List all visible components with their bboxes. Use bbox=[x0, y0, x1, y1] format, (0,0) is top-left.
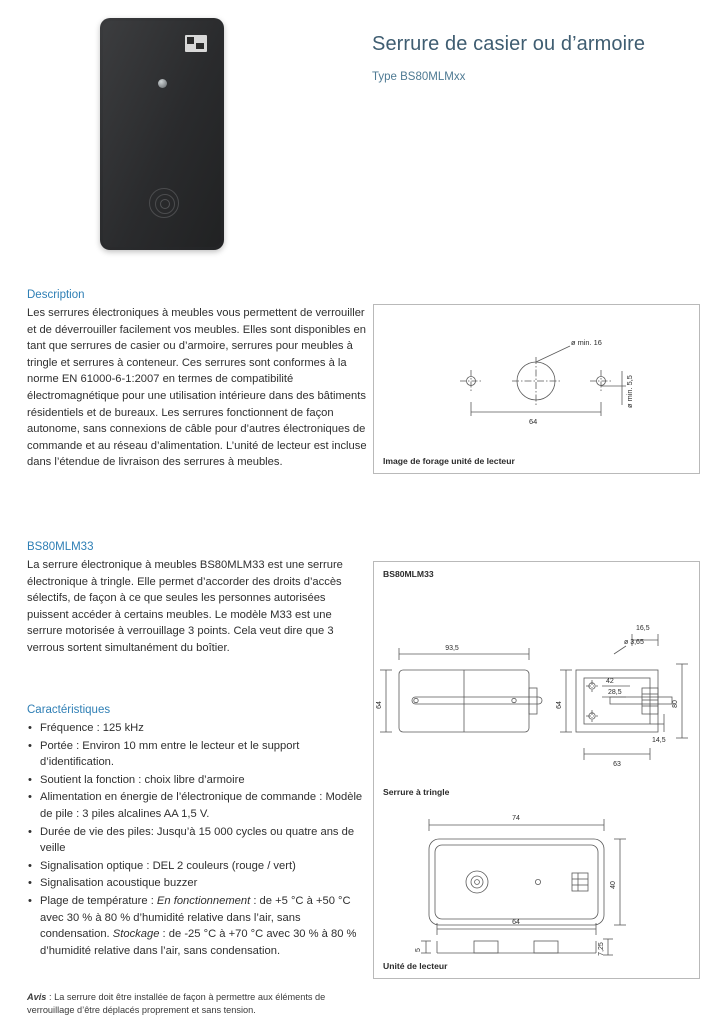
description-block bbox=[27, 289, 369, 471]
reader-unit-drawing-svg bbox=[374, 807, 699, 967]
page-title: Serrure de casier ou d’armoire bbox=[372, 33, 646, 55]
description-text: Les serrures électroniques à meubles vous permettent de verrouiller et de déverrouiller facilement vos meubles. Elles sont disponibles en tant que serrures de casier ou d’armoire, serrures pour meubles à tringle et serrures à conteneur. Ces serrures sont conformes à la norme EN 61000-6-1:2007 en termes de compatibilité électromagnétique pour une utilisation intérieure dans des bâtiments résidentiels et de bureaux. Les serrures fonctionnent de façon autonome, sans connexions de câble pour d’autres électroniques de commande et au réseau d’alimentation. L’unité de lecteur est incluse dans l’étendue de livraison des serrures à meubles. bbox=[27, 307, 367, 469]
temp-prefix: Plage de température : bbox=[40, 894, 157, 907]
temp-emphasis-operating: En fonctionnement bbox=[156, 894, 251, 907]
dim-base-depth: 7,25 bbox=[598, 942, 605, 956]
dim-top-width: 93,5 bbox=[445, 645, 459, 652]
dim-reader-width: 74 bbox=[512, 815, 520, 822]
temp-suffix: : de -25 °C à +70 °C avec 30 % à 80 % d’humidité relative dans l’air, sans condensation. bbox=[40, 928, 357, 957]
dim-inner-42: 42 bbox=[606, 678, 614, 685]
dim-hole-diameter: ø min. 16 bbox=[571, 338, 602, 347]
dim-mid-height: 64 bbox=[556, 701, 563, 709]
list-item: • Portée : Environ 10 mm entre le lecteur et le support d’identification. bbox=[27, 738, 369, 771]
dim-hole-3-65: ø 3,65 bbox=[624, 639, 644, 646]
rod-lock-caption: Serrure à tringle bbox=[383, 787, 450, 797]
drill-drawing-box bbox=[373, 304, 700, 474]
dim-inner-28-5: 28,5 bbox=[608, 689, 622, 696]
description-heading: Description bbox=[27, 289, 85, 301]
list-item: • Soutient la fonction : choix libre d’armoire bbox=[27, 772, 369, 789]
dim-base-width: 64 bbox=[512, 919, 520, 926]
reader-unit-caption: Unité de lecteur bbox=[383, 961, 448, 971]
dim-reader-height: 40 bbox=[610, 881, 617, 889]
qr-code-icon bbox=[185, 35, 207, 52]
dim-base-small: 5 bbox=[415, 948, 422, 952]
list-item-temperature bbox=[27, 893, 369, 959]
tech-drawing-box bbox=[373, 561, 700, 979]
drill-drawing-caption: Image de forage unité de lecteur bbox=[383, 456, 515, 466]
hero-section bbox=[0, 0, 718, 280]
temp-emphasis-storage: Stockage bbox=[112, 928, 160, 941]
notice-text: : La serrure doit être installée de façon à permettre aux éléments de verrouillage d’être déplacés proprement et sans tension. bbox=[27, 992, 326, 1015]
temp-mid: : de +5 °C à +50 °C avec 30 % à 80 % d’humidité relative dans l’air, sans condensation. bbox=[40, 894, 351, 941]
model-heading: BS80MLM33 bbox=[27, 541, 94, 553]
list-item: • Fréquence : 125 kHz bbox=[27, 720, 369, 737]
rfid-antenna-icon bbox=[149, 188, 179, 218]
page-subtitle: Type BS80MLMxx bbox=[372, 71, 466, 83]
features-list bbox=[27, 720, 369, 959]
product-photo-body bbox=[103, 21, 221, 247]
notice-label: Avis bbox=[27, 992, 47, 1002]
rod-lock-drawing-svg bbox=[374, 602, 699, 802]
list-item: • Signalisation acoustique buzzer bbox=[27, 875, 369, 892]
features-block bbox=[27, 704, 369, 960]
list-item: • Alimentation en énergie de l’électronique de commande : Modèle de pile : 3 piles alcalines AA 1,5 V. bbox=[27, 789, 369, 822]
dim-bottom-63: 63 bbox=[613, 761, 621, 768]
drill-drawing-svg bbox=[374, 305, 699, 473]
led-indicator-icon bbox=[158, 79, 167, 88]
dim-side-diameter: ø min. 5,5 bbox=[625, 375, 634, 408]
dim-right-height: 80 bbox=[672, 700, 679, 708]
dim-step-14-5: 14,5 bbox=[652, 737, 666, 744]
model-block bbox=[27, 541, 369, 657]
dim-width-64: 64 bbox=[529, 417, 538, 426]
notice-block bbox=[27, 991, 369, 1017]
dim-offset-16-5: 16,5 bbox=[636, 625, 650, 632]
tech-drawing-label: BS80MLM33 bbox=[383, 569, 434, 579]
list-item: • Durée de vie des piles: Jusqu’à 15 000 cycles ou quatre ans de veille bbox=[27, 824, 369, 857]
list-item: • Signalisation optique : DEL 2 couleurs (rouge / vert) bbox=[27, 858, 369, 875]
model-text: La serrure électronique à meubles BS80MLM33 est une serrure électronique à tringle. Elle permet d’accorder des droits d’accès sélectifs, de façon à ce que seules les personnes autorisées puissent accéder à certains meubles. Le modèle M33 est une serrure motorisée à verrouillage 3 points. Cela veut dire que 3 verrous sortent simultanément du boîtier. bbox=[27, 559, 343, 654]
features-heading: Caractéristiques bbox=[27, 704, 111, 716]
dim-left-height: 64 bbox=[376, 701, 383, 709]
product-photo-reader-unit bbox=[100, 18, 224, 250]
